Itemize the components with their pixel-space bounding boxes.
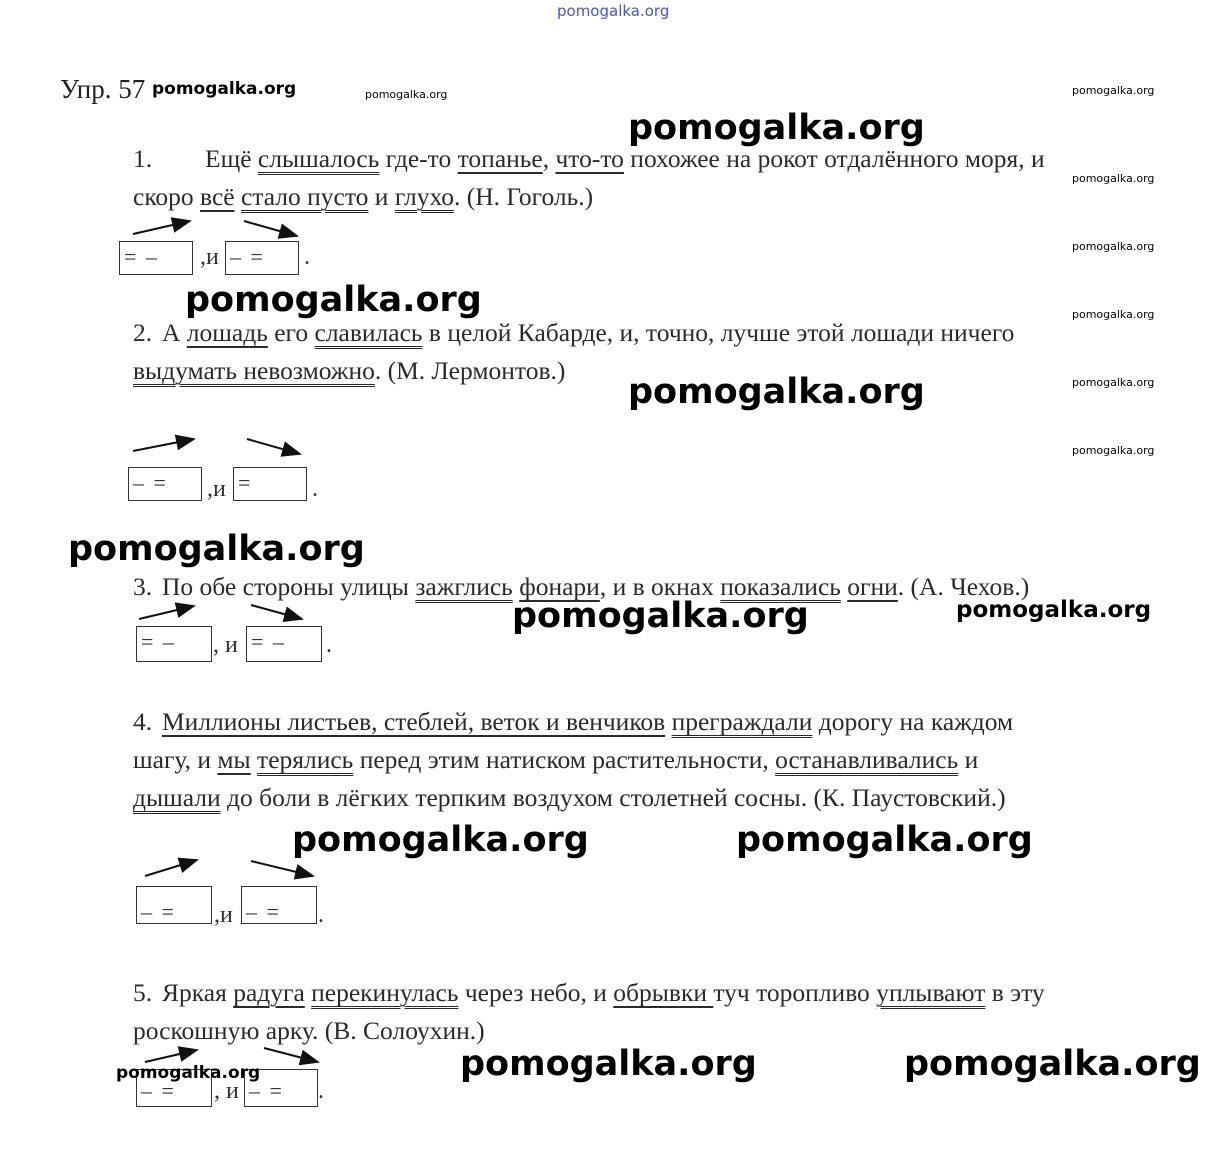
watermark-big: pomogalka.org	[904, 1044, 1201, 1084]
predicate-word: дышали	[133, 783, 221, 812]
scheme-4-conj: ,и	[214, 902, 233, 928]
scheme-2-left-text: – =	[133, 470, 168, 495]
watermark-big: pomogalka.org	[628, 108, 925, 148]
watermark-small: pomogalka.org	[1072, 84, 1155, 97]
scheme-3-right-arrow	[251, 605, 302, 619]
watermark-medium: pomogalka.org	[956, 597, 1152, 623]
sentence-4-line-2: шагу, и мы терялись перед этим натиском растительности, останавливались и	[133, 745, 979, 774]
watermark-inline: pomogalka.org	[152, 79, 297, 99]
sentence-4-line-3: дышали до боли в лёгких терпким воздухом столетней сосны. (К. Паустовский.)	[133, 783, 1006, 812]
predicate-word: останавливались	[775, 745, 959, 774]
scheme-5-right-text: – =	[249, 1078, 284, 1103]
predicate-word: перекинулась	[311, 978, 459, 1007]
scheme-1-conj: ,и	[200, 244, 219, 270]
watermark-small: pomogalka.org	[1072, 376, 1155, 389]
scheme-3-end: .	[326, 632, 332, 658]
predicate-word: показались	[720, 572, 841, 601]
subject-word: мы	[217, 745, 251, 774]
scheme-5-end: .	[318, 1078, 324, 1104]
sentence-1-line-1: Ещё слышалось где-то топанье, что-то похожее на рокот отдалённого моря, и	[205, 144, 1045, 173]
subject-word: фонари	[519, 572, 600, 601]
sentence-2-line-2: выдумать невозможно. (М. Лермонтов.)	[133, 356, 566, 385]
watermark-big: pomogalka.org	[736, 820, 1033, 860]
watermark-inline: pomogalka.org	[116, 1063, 261, 1083]
scheme-4-right-text: – =	[246, 899, 281, 924]
site-top-label: pomogalka.org	[557, 2, 670, 20]
watermark-small: pomogalka.org	[1072, 308, 1155, 321]
scheme-3-conj: , и	[213, 632, 238, 658]
predicate-word: выдумать невозможно	[133, 356, 375, 385]
scheme-5-conj: , и	[214, 1078, 239, 1104]
sentence-5-line-2: роскошную арку. (В. Солоухин.)	[133, 1016, 485, 1045]
sentence-4-line-1: Миллионы листьев, стеблей, веток и венчиков преграждали дорогу на каждом	[162, 707, 1014, 736]
scheme-5-left-arrow	[145, 1050, 197, 1062]
predicate-word: стало пусто	[240, 182, 369, 211]
subject-word: Миллионы листьев, стеблей, веток и венчиков	[162, 707, 666, 736]
scheme-5-right-arrow	[264, 1048, 318, 1062]
sentence-2-line-1: А лошадь его славилась в целой Кабарде, и, точно, лучше этой лошади ничего	[162, 318, 1015, 347]
scheme-2-right-arrow	[247, 439, 300, 454]
scheme-1-left-text: = –	[124, 244, 159, 269]
scheme-4-right-arrow	[251, 861, 313, 876]
scheme-2-conj: ,и	[207, 476, 226, 502]
watermark-small: pomogalka.org	[1072, 240, 1155, 253]
predicate-word: глухо	[394, 182, 454, 211]
watermark-small: pomogalka.org	[1072, 172, 1155, 185]
scheme-5-left-text: – =	[141, 1078, 176, 1103]
watermark-big: pomogalka.org	[68, 529, 365, 569]
scheme-1-right-arrow	[244, 221, 297, 236]
watermark-small: pomogalka.org	[1072, 444, 1155, 457]
subject-word: топанье	[457, 144, 543, 173]
predicate-word: преграждали	[671, 707, 813, 736]
sentence-1-line-2: скоро всё стало пусто и глухо. (Н. Гоголь.)	[133, 182, 594, 211]
watermark-big: pomogalka.org	[460, 1044, 757, 1084]
subject-word: всё	[200, 182, 235, 211]
sentence-5-number: 5.	[133, 978, 153, 1007]
scheme-4-left-arrow	[145, 860, 197, 876]
subject-word: огни	[847, 572, 898, 601]
scheme-1-end: .	[304, 244, 310, 270]
watermark-big: pomogalka.org	[292, 820, 589, 860]
watermark-big: pomogalka.org	[628, 372, 925, 412]
scheme-2-right-text: =	[238, 470, 253, 495]
predicate-word: славилась	[314, 318, 423, 347]
watermark-big: pomogalka.org	[185, 280, 482, 320]
scheme-2-end: .	[312, 476, 318, 502]
scheme-4-end: .	[318, 902, 324, 928]
watermark-big: pomogalka.org	[512, 596, 809, 636]
sentence-5-line-1: Яркая радуга перекинулась через небо, и обрывки туч торопливо уплывают в эту	[162, 978, 1045, 1007]
predicate-word: терялись	[257, 745, 354, 774]
scheme-4-left-text: – =	[141, 899, 176, 924]
scheme-2-left-arrow	[133, 439, 194, 451]
exercise-title: Упр. 57	[60, 74, 146, 104]
scheme-3-left-arrow	[139, 606, 194, 619]
watermark-small: pomogalka.org	[365, 88, 448, 101]
subject-word: обрывки	[613, 978, 714, 1007]
predicate-word: слышалось	[257, 144, 380, 173]
sentence-3-line-1: По обе стороны улицы зажглись фонари, и в окнах показались огни. (А. Чехов.)	[162, 572, 1030, 601]
subject-word: радуга	[233, 978, 305, 1007]
scheme-1-right-text: – =	[230, 244, 265, 269]
predicate-word: зажглись	[415, 572, 513, 601]
predicate-word: уплывают	[876, 978, 986, 1007]
sentence-3-number: 3.	[133, 572, 153, 601]
scheme-3-left-text: = –	[141, 629, 176, 654]
sentence-4-number: 4.	[133, 707, 153, 736]
scheme-1-left-arrow	[133, 221, 190, 234]
scheme-3-right-text: = –	[251, 629, 286, 654]
subject-word: что-то	[555, 144, 624, 173]
subject-word: лошадь	[186, 318, 268, 347]
sentence-1-number: 1.	[133, 144, 153, 173]
sentence-2-number: 2.	[133, 318, 153, 347]
